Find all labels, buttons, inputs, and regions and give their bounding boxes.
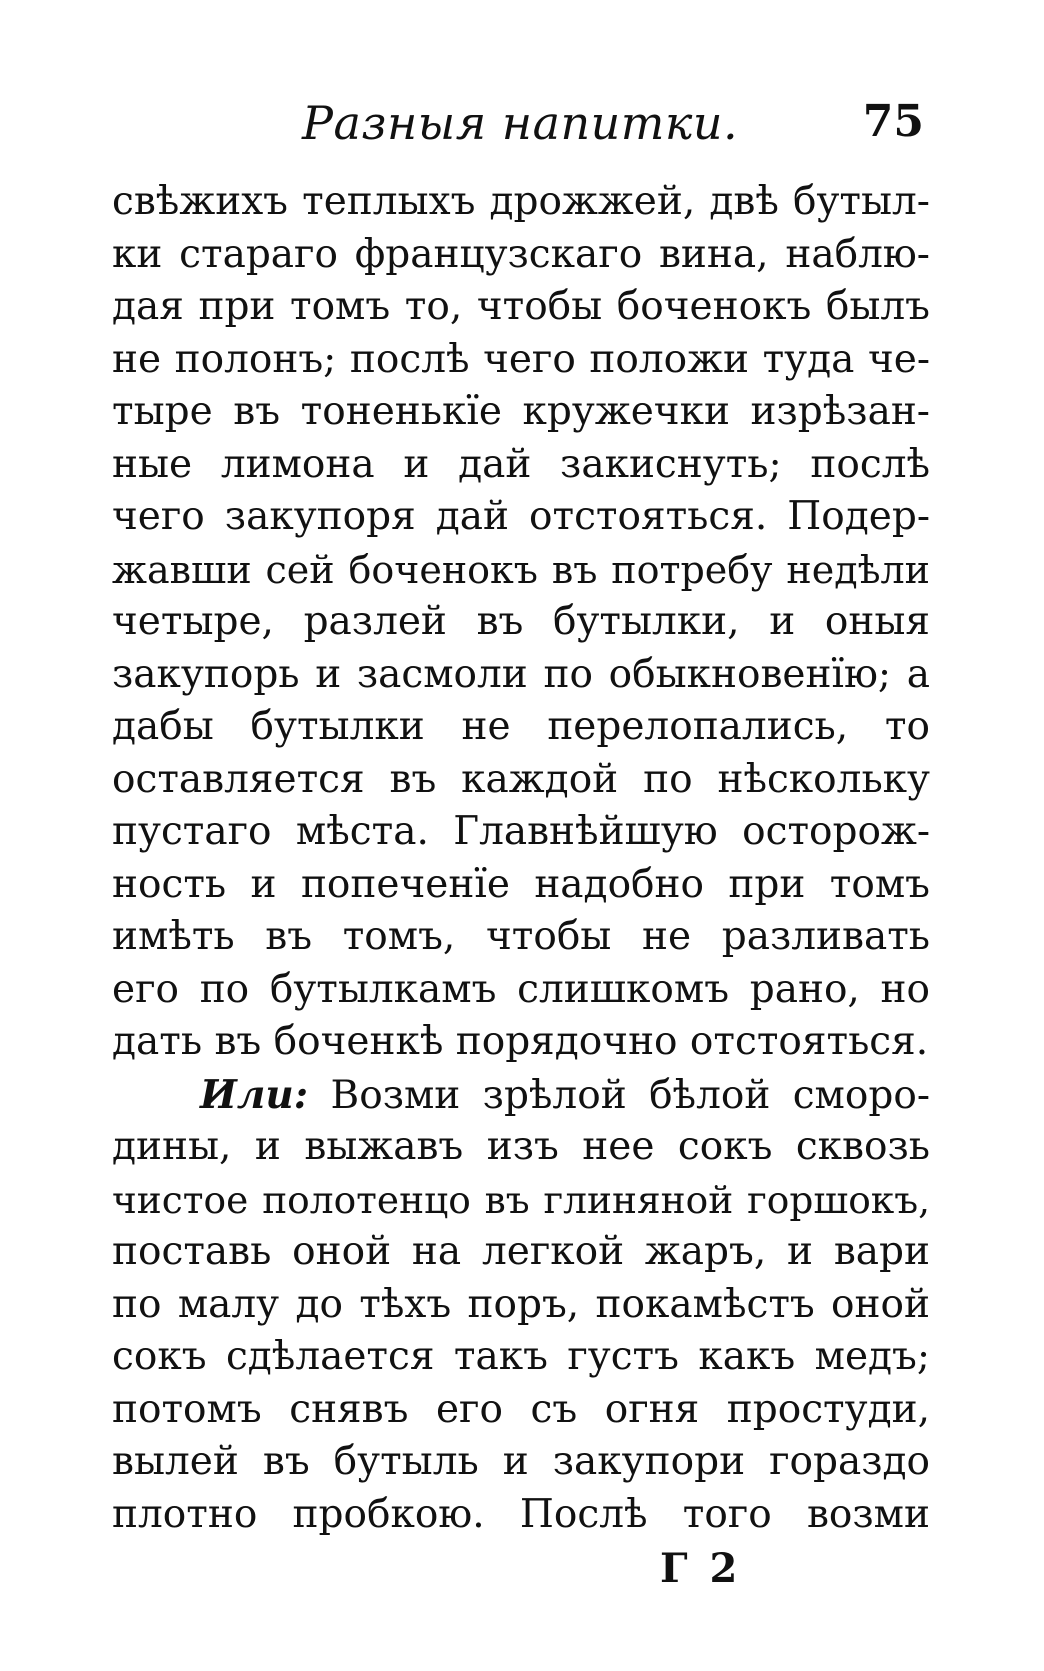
signature-mark: Г 2	[660, 1545, 742, 1592]
text-line: потомъ снявъ его съ огня простуди,	[112, 1386, 930, 1432]
text-line: имѣть въ томъ, чтобы не разливать	[112, 914, 930, 959]
text-line: ные лимона и дай закиснуть; послѣ	[112, 441, 930, 487]
text-line: плотно пробкою. Послѣ того возми	[112, 1491, 930, 1537]
text-line: дая при томъ то, чтобы боченокъ былъ	[112, 284, 930, 329]
text-line: сокъ сдѣлается такъ густъ какъ медъ;	[112, 1334, 930, 1379]
running-title: Разныя напитки.	[302, 96, 739, 150]
text-line: закупорь и засмоли по обыкновенїю; а	[112, 651, 930, 697]
paragraph-lead-rest: Возми зрѣлой бѣлой сморо-	[308, 1072, 930, 1118]
text-line: пустаго мѣста. Главнѣйшую осторож-	[112, 809, 930, 854]
text-line: чистое полотенцо въ глиняной горшокъ,	[112, 1177, 930, 1222]
page-number: 75	[862, 96, 924, 147]
text-line: свѣжихъ теплыхъ дрожжей, двѣ бутыл-	[112, 179, 930, 224]
text-line: оставляется въ каждой по нѣскольку	[112, 756, 930, 802]
paragraph-lead-word: Или:	[200, 1071, 309, 1118]
running-head	[300, 96, 940, 156]
text-line: ность и попеченїе надобно при томъ	[112, 861, 930, 907]
paragraph-start-line	[112, 1069, 930, 1122]
text-line: ки стараго французскаго вина, наблю-	[112, 231, 930, 277]
body-text	[112, 176, 930, 1541]
text-line: тыре въ тоненькїе кружечки изрѣзан-	[112, 389, 930, 434]
text-line: его по бутылкамъ слишкомъ рано, но	[112, 966, 930, 1012]
text-line: поставь оной на легкой жаръ, и вари	[112, 1229, 930, 1274]
text-line: дать въ боченкѣ порядочно отстояться.	[112, 1019, 929, 1064]
text-line: дабы бутылки не перелопались, то	[112, 704, 930, 749]
text-line: по малу до тѣхъ поръ, покамѣстъ оной	[112, 1281, 930, 1327]
text-line: дины, и выжавъ изъ нее сокъ сквозь	[112, 1124, 930, 1169]
text-line: жавши сей боченокъ въ потребу недѣли	[112, 547, 930, 592]
text-line: вылей въ бутыль и закупори гораздо	[112, 1439, 930, 1484]
text-line: четыре, разлей въ бутылки, и оныя	[112, 599, 930, 644]
text-line: не полонъ; послѣ чего положи туда че-	[112, 336, 930, 382]
text-line: чего закупоря дай отстояться. Подер-	[112, 494, 930, 539]
